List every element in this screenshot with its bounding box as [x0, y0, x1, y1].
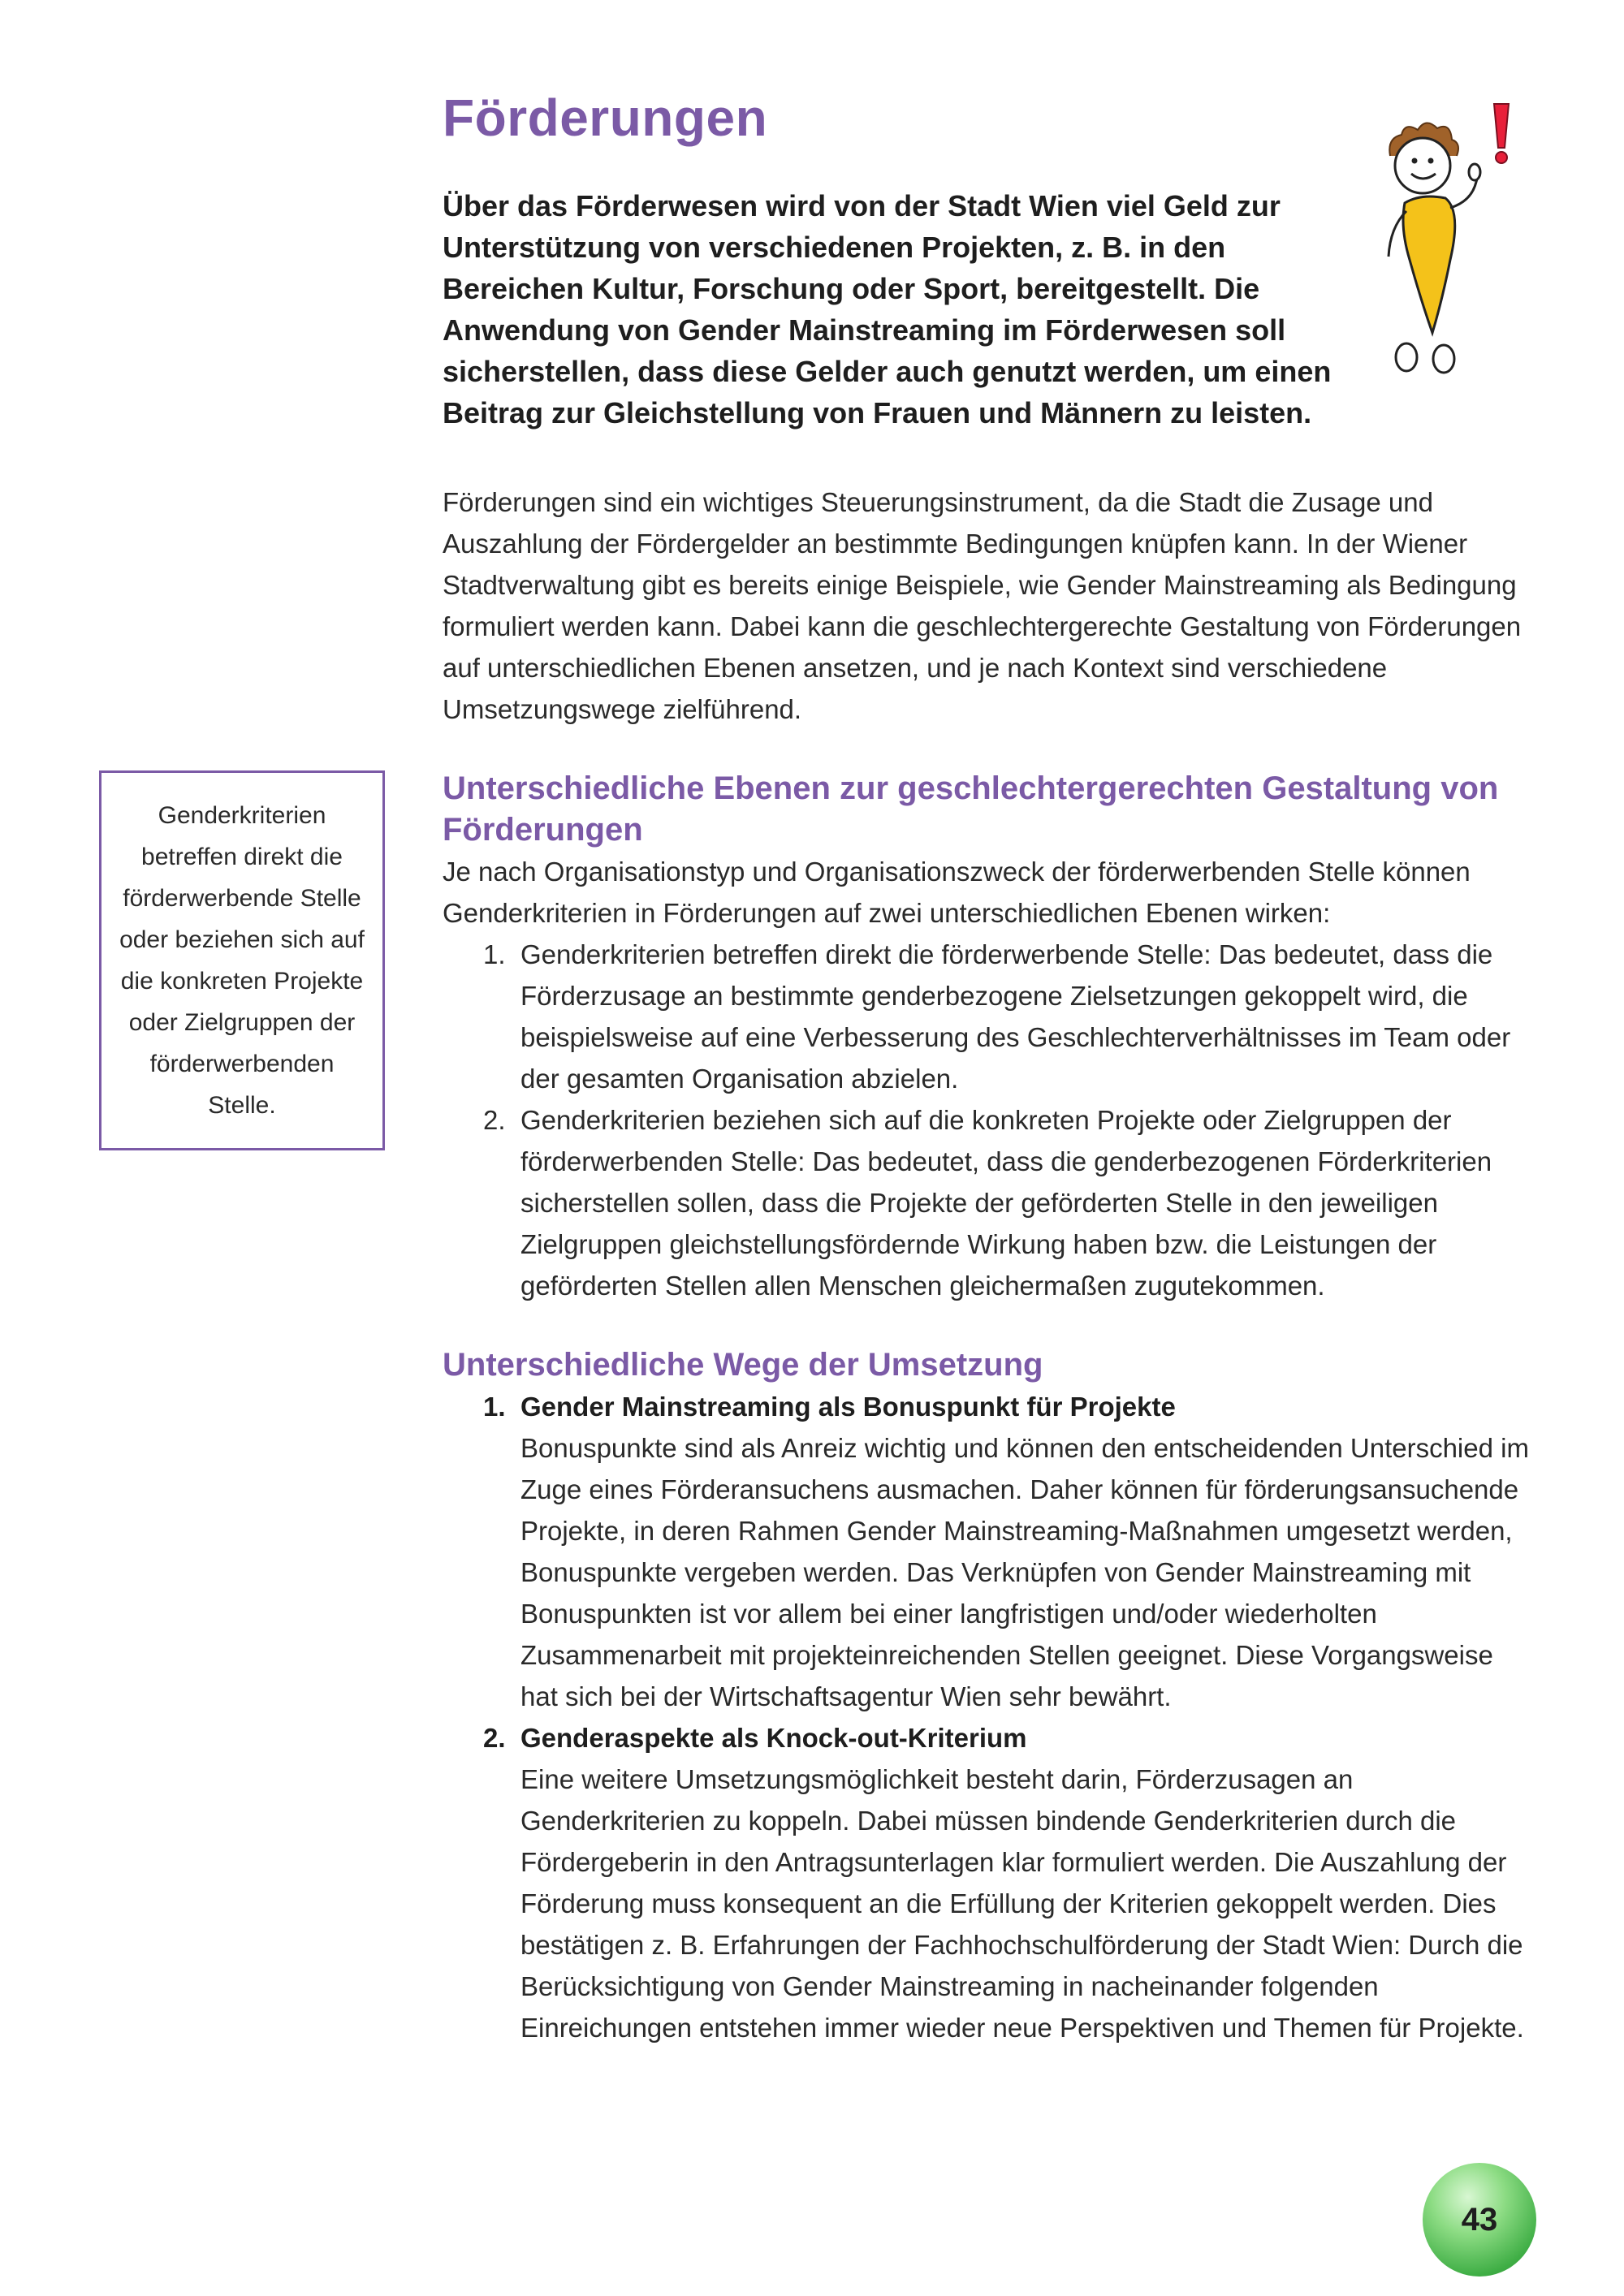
list-number: 1.: [483, 939, 506, 969]
lead-paragraph: Über das Förderwesen wird von der Stadt Wien viel Geld zur Unterstützung von verschiedenen Projekten, z. B. in den Bereichen Kultur, Forschung oder Sport, bereitgestellt. Die Anwendung von Gender Mainstreaming im Förderwesen soll sicherstellen, dass diese Gelder auch genutzt werden, um einen Beitrag zur Gleichstellung von Frauen und Männern zu leisten.: [443, 189, 1332, 429]
section-heading: Unterschiedliche Ebenen zur geschlechtergerechten Gestaltung von Förderungen: [443, 770, 1499, 848]
page-number: 43: [1461, 2201, 1498, 2238]
sidebar-note-text: Genderkriterien betreffen direkt die förderwerbende Stelle oder beziehen sich auf die konkreten Projekte oder Zielgruppen der förderwerbenden Stelle.: [119, 802, 365, 1119]
list-number: 1.: [483, 1392, 506, 1422]
list-item: [443, 1717, 1535, 2048]
numbered-list: [443, 934, 1535, 1306]
page-title: Förderungen: [443, 88, 768, 147]
list-item: [443, 934, 1535, 1099]
section-heading: Unterschiedliche Wege der Umsetzung: [443, 1347, 1043, 1383]
section-ebenen: [443, 768, 1535, 1306]
list-item-text: Bonuspunkte sind als Anreiz wichtig und können den entscheidenden Unterschied im Zuge eines Förderansuchens ausmachen. Daher können für förderungsansuchende Projekte, in deren Rahmen Gender Mainstreaming-Maßnahmen umgesetzt werden, Bonuspunkte vergeben werden. Das Verknüpfen von Gender Mainstreaming mit Bonuspunkten ist vor allem bei einer langfristigen und/oder wiederholten Zusammenarbeit mit projekteinreichenden Stellen geeignet. Diese Vorgangsweise hat sich bei der Wirtschaftsagentur Wien sehr bewährt.: [520, 1433, 1529, 1711]
section-text: Je nach Organisationstyp und Organisationszweck der förderwerbenden Stelle können Genderkriterien in Förderungen auf zwei unterschiedlichen Ebenen wirken:: [443, 857, 1471, 928]
intro-paragraph: Förderungen sind ein wichtiges Steuerungsinstrument, da die Stadt die Zusage und Auszahlung der Fördergelder an bestimmte Bedingungen knüpfen kann. In der Wiener Stadtverwaltung gibt es bereits einige Beispiele, wie Gender Mainstreaming als Bedingung formuliert werden kann. Dabei kann die geschlechtergerechte Gestaltung von Förderungen auf unterschiedlichen Ebenen ansetzen, und je nach Kontext sind verschiedene Umsetzungswege zielführend.: [443, 487, 1522, 724]
page-number-badge: [1423, 2163, 1536, 2277]
list-item: [443, 1099, 1535, 1306]
list-item-text: Eine weitere Umsetzungsmöglichkeit besteht darin, Förderzusagen an Genderkriterien zu koppeln. Dabei müssen bindende Genderkriterien durch die Fördergeberin in den Antragsunterlagen klar formuliert werden. Die Auszahlung der Förderung muss konsequent an die Erfüllung der Kriterien gekoppelt werden. Dies bestätigen z. B. Erfahrungen der Fachhochschulförderung der Stadt Wien: Durch die Berücksichtigung von Gender Mainstreaming in nacheinander folgenden Einreichungen entstehen immer wieder neue Perspektiven und Themen für Projekte.: [520, 1764, 1524, 2043]
list-number: 2.: [483, 1105, 506, 1135]
sidebar-note-box: [99, 770, 385, 1150]
list-number: 2.: [483, 1723, 506, 1753]
list-item: [443, 1386, 1535, 1717]
section-umsetzung: [443, 1344, 1535, 2048]
exclamation-icon: [1494, 104, 1509, 148]
list-item-text: Genderkriterien beziehen sich auf die konkreten Projekte oder Zielgruppen der förderwerbenden Stelle: Das bedeutet, dass die genderbezogenen Förderkriterien sicherstellen sollen, dass die Projekte der geförderten Stelle in den jeweiligen Zielgruppen gleichstellungsfördernde Wirkung haben bzw. die Leistungen der geförderten Stellen allen Menschen gleichermaßen zugutekommen.: [520, 1105, 1492, 1301]
list-item-text: Genderkriterien betreffen direkt die förderwerbende Stelle: Das bedeutet, dass die Förderzusage an bestimmte genderbezogene Zielsetzungen gekoppelt wird, die beispielsweise auf eine Verbesserung des Geschlechterverhältnisses im Team oder der gesamten Organisation abzielen.: [520, 939, 1511, 1094]
list-item-title: Gender Mainstreaming als Bonuspunkt für Projekte: [520, 1392, 1176, 1422]
list-item-title: Genderaspekte als Knock-out-Kriterium: [520, 1723, 1027, 1753]
numbered-list: [443, 1386, 1535, 2048]
cartoon-figure-icon: [1372, 97, 1527, 382]
